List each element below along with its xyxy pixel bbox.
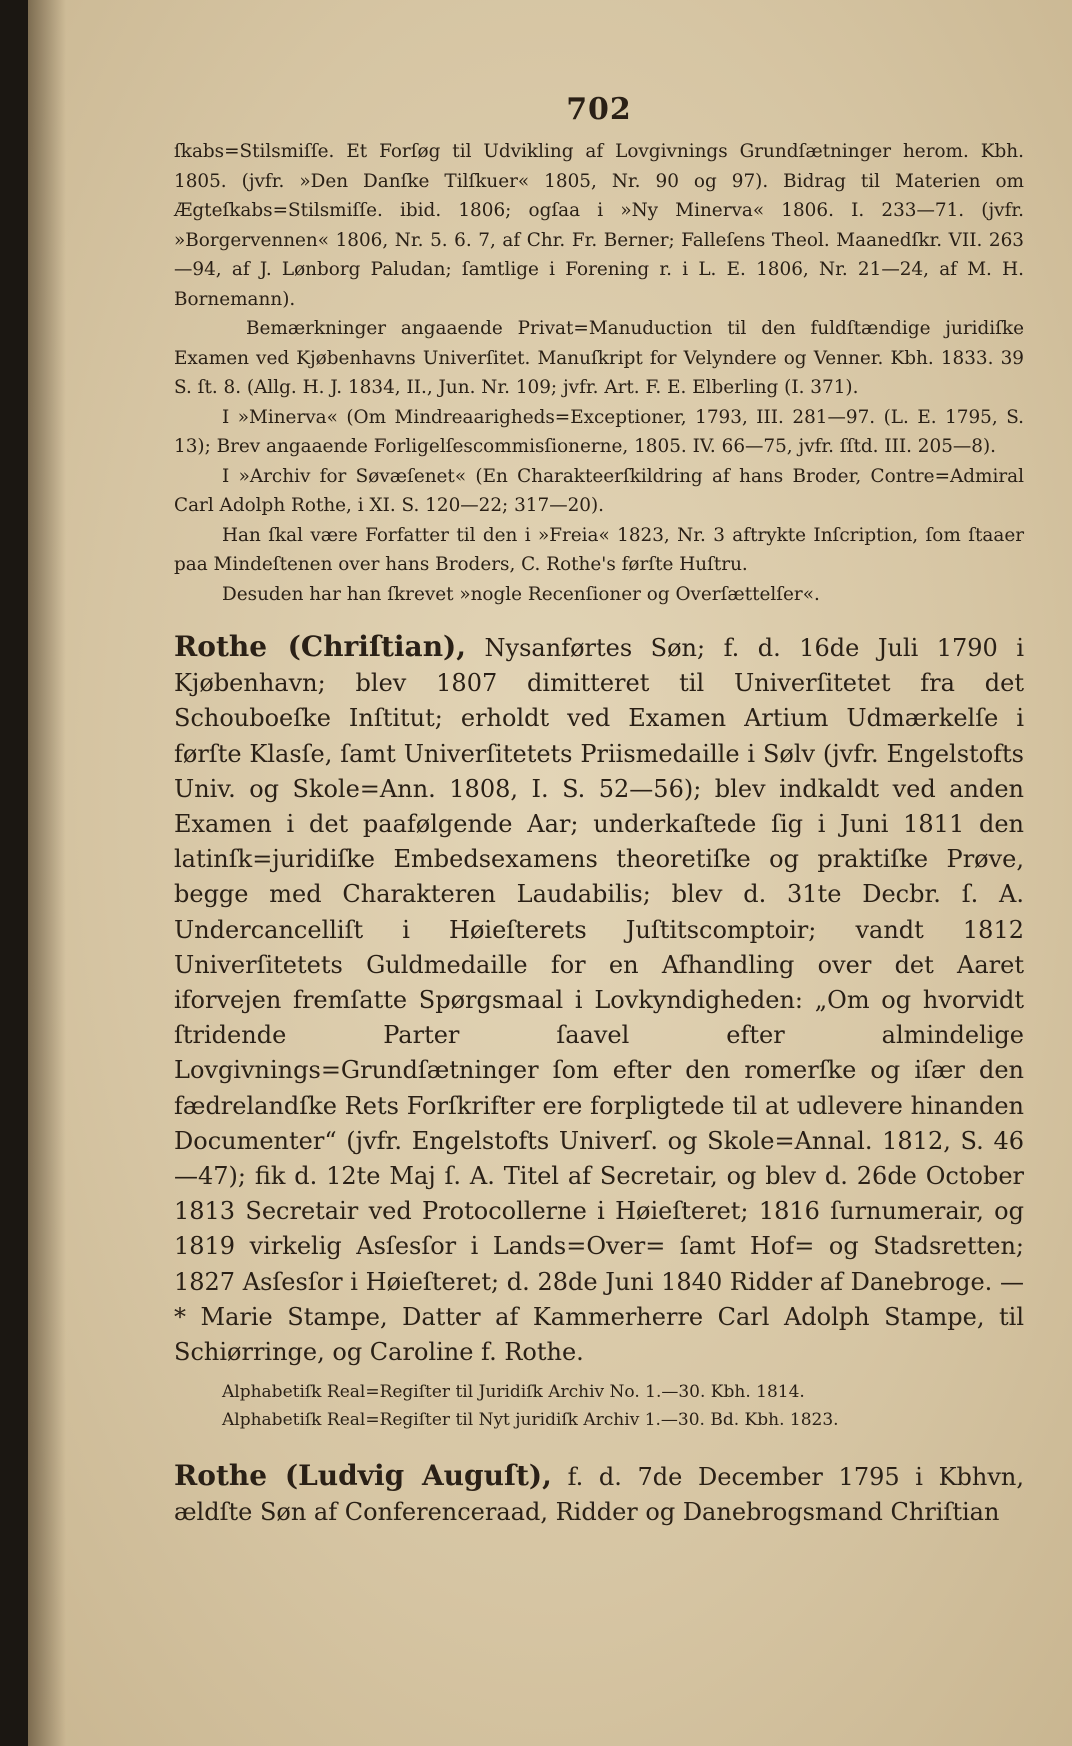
page-content <box>174 92 1024 1531</box>
bibliography-paragraph: Bemærkninger angaaende Privat=Manuduction til den fuldſtændige juridiſke Examen ved Kjøbenhavns Univerſitet. Manuſkript for Velyndere og Venner. Kbh. 1833. 39 S. ſt. 8. (Allg. H. J. 1834, II., Jun. Nr. 109; jvfr. Art. F. E. Elberling (I. 371). <box>174 318 1024 398</box>
bibliography-paragraph: Desuden har han ſkrevet »nogle Recenſioner og Overſættelſer«. <box>222 583 820 605</box>
entry-rothe-ludvig <box>174 1458 1024 1530</box>
bibliography-paragraph: I »Archiv for Søvæſenet« (En Charakteerſkildring af hans Broder, Contre=Admiral Carl Adolph Rothe, i XI. S. 120—22; 317—20). <box>174 465 1024 516</box>
reference-item: Alphabetiſk Real=Regiſter til Nyt juridiſk Archiv 1.—30. Bd. Kbh. 1823. <box>222 1410 839 1431</box>
entry-body: f. d. 7de December 1795 i Kbhvn, ældſte Søn af Conferenceraad, Ridder og Danebrogsmand Chriſtian <box>174 1463 1024 1527</box>
entry-heading: Rothe (Chriſtian), <box>174 630 467 663</box>
entry-heading: Rothe (Ludvig Auguſt), <box>174 1459 552 1493</box>
page-gutter-shadow <box>28 0 66 1746</box>
reference-item: Alphabetiſk Real=Regiſter til Juridiſk Archiv No. 1.—30. Kbh. 1814. <box>222 1382 805 1403</box>
bibliography-paragraph: ſkabs=Stilsmiſſe. Et Forſøg til Udvikling af Lovgivnings Grundſætninger herom. Kbh. 1805. (jvfr. »Den Danſke Tilſkuer« 1805, Nr. 90 og 97). Bidrag til Materien om Ægteſkabs=Stilsmiſſe. ibid. 1806; ogſaa i »Ny Minerva« 1806. I. 233—71. (jvfr. »Borgervennen« 1806, Nr. 5. 6. 7, af Chr. Fr. Berner; Falleſens Theol. Maanedſkr. VII. 263—94, af J. Lønborg Paludan; ſamtlige i Forening r. i L. E. 1806, Nr. 21—24, af M. H. Bornemann). <box>174 141 1024 310</box>
entry-rothe-christian <box>174 629 1024 1370</box>
page-number: 702 <box>566 92 632 127</box>
bibliography-paragraph: Han ſkal være Forfatter til den i »Freia« 1823, Nr. 3 aftrykte Inſcription, ſom ſtaaer paa Mindeſtenen over hans Broders, C. Rothe's førſte Huſtru. <box>174 524 1024 575</box>
references-list <box>174 1378 1024 1434</box>
continued-bibliography <box>174 137 1024 609</box>
bibliography-paragraph: I »Minerva« (Om Mindreaarigheds=Exceptioner, 1793, III. 281—97. (L. E. 1795, S. 13); Brev angaaende Forligelſescommisſionerne, 1805. IV. 66—75, jvfr. ſſtd. III. 205—8). <box>174 406 1024 457</box>
book-page <box>28 0 1072 1746</box>
entry-body: Nysanførtes Søn; f. d. 16de Juli 1790 i Kjøbenhavn; blev 1807 dimitteret til Univerſitetet fra det Schouboeſke Inſtitut; erholdt ved Examen Artium Udmærkelſe i førſte Klasſe, ſamt Univerſitetets Priismedaille i Sølv (jvfr. Engelstofts Univ. og Skole=Ann. 1808, I. S. 52—56); blev indkaldt ved anden Examen i det paafølgende Aar; underkaſtede ſig i Juni 1811 den latinſk=juridiſke Embedsexamens theoretiſke og praktiſke Prøve, begge med Charakteren Laudabilis; blev d. 31te Decbr. ſ. A. Undercancelliſt i Høieſterets Juſtitscomptoir; vandt 1812 Univerſitetets Guldmedaille for en Afhandling over det Aaret iforvejen fremſatte Spørgsmaal i Lovkyndigheden: „Om og hvorvidt ſtridende Parter ſaavel efter almindelige Lovgivnings=Grundſætninger ſom efter den romerſke og iſær den fædrelandſke Rets Forſkrifter ere forpligtede til at udlevere hinanden Documenter“ (jvfr. Engelstofts Univerſ. og Skole=Annal. 1812, S. 46—47); fik d. 12te Maj ſ. A. Titel af Secretair, og blev d. 26de October 1813 Secretair ved Protocollerne i Høieſteret; 1816 ſurnumerair, og 1819 virkelig Asſesſor i Lands=Over= ſamt Hof= og Stadsretten; 1827 Asſesſor i Høieſteret; d. 28de Juni 1840 Ridder af Danebroge. — * Marie Stampe, Datter af Kammerherre Carl Adolph Stampe, til Schiørringe, og Caroline f. Rothe. <box>174 634 1024 1367</box>
